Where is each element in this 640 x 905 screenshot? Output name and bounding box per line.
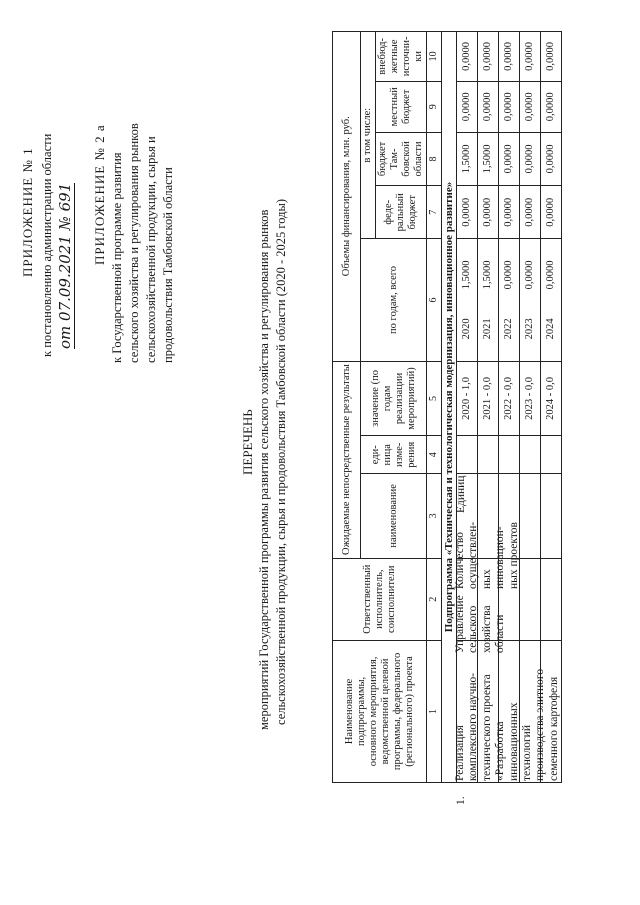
year-text: 2024 xyxy=(545,318,556,340)
resp-cell xyxy=(520,558,541,640)
regional-cell: 1,5000 xyxy=(457,132,478,185)
list-title: ПЕРЕЧЕНЬ xyxy=(240,409,255,475)
local-cell: 0,0000 xyxy=(457,81,478,132)
appendix2-line-4: продовольствия Тамбовской области xyxy=(161,167,175,363)
header-regional: бюджет Там- бовской области xyxy=(376,132,427,185)
federal-cell: 0,0000 xyxy=(478,186,499,239)
indicator-cell xyxy=(541,474,562,558)
year-text: 2021 xyxy=(482,318,493,340)
header-responsible: Ответственный исполнитель, соисполнители xyxy=(333,558,427,640)
value-cell: 2020 - 1,0 xyxy=(457,361,478,436)
header-name: Наименование подпрограммы, основного мероприятия, ведомственной целевой программы, федерального (регионального) проекта xyxy=(333,640,427,782)
header-results-value: значение (по годам реализации мероприятий) xyxy=(361,361,427,436)
appendix2-line-2: сельского хозяйства и регулирования рынков xyxy=(127,123,141,363)
list-subtitle-line-2: сельскохозяйственной продукции, сырья и продовольствия Тамбовской области (2020 - 2025 годы) xyxy=(274,198,288,725)
unit-name: Единиц xyxy=(455,475,467,513)
federal-cell: 0,0000 xyxy=(541,186,562,239)
unit-cell xyxy=(520,436,541,474)
col-number: 7 xyxy=(427,186,442,239)
offbudget-cell: 0,0000 xyxy=(457,32,478,82)
col-number: 10 xyxy=(427,32,442,82)
header-funding: Объемы финансирования, млн. руб. xyxy=(333,32,361,362)
by-years-cell xyxy=(478,239,499,361)
unit-cell xyxy=(457,436,478,474)
handwritten-date-text: от 07.09.2021 № 691 xyxy=(56,182,74,349)
resp-cell xyxy=(541,558,562,640)
total-text: 1,5000 xyxy=(482,260,493,290)
event-name: Реализация комплексного научно- технического проекта «Разработка инновационных технологий производства элитного семенного картофеля xyxy=(454,668,560,781)
regional-cell: 0,0000 xyxy=(541,132,562,185)
value-cell: 2022 - 0,0 xyxy=(499,361,520,436)
col-number: 3 xyxy=(427,474,442,558)
value-cell: 2023 - 0,0 xyxy=(520,361,541,436)
local-cell: 0,0000 xyxy=(478,81,499,132)
offbudget-cell: 0,0000 xyxy=(499,32,520,82)
appendix1-line: к постановлению администрации области xyxy=(40,133,54,357)
indicator-name: Количество осуществлен- ных инновацион- ных проектов xyxy=(454,521,520,589)
col-number: 8 xyxy=(427,132,442,185)
col-number: 5 xyxy=(427,361,442,436)
regional-cell: 0,0000 xyxy=(520,132,541,185)
unit-cell xyxy=(478,436,499,474)
unit-cell xyxy=(541,436,562,474)
by-years-cell xyxy=(457,239,478,361)
total-text: 1,5000 xyxy=(461,260,472,290)
header-results: Ожидаемые непосредственные результаты xyxy=(333,361,361,558)
col-number: 2 xyxy=(427,558,442,640)
col-number: 1 xyxy=(427,640,442,782)
column-numbers-row xyxy=(427,32,442,783)
subprogram-title: Подпрограмма «Техническая и технологическая модернизация, инновационное развитие» xyxy=(442,32,457,783)
unit-cell xyxy=(499,436,520,474)
col-number: 9 xyxy=(427,81,442,132)
header-local: местный бюджет xyxy=(376,81,427,132)
by-years-cell xyxy=(499,239,520,361)
value-cell: 2024 - 0,0 xyxy=(541,361,562,436)
list-subtitle-line-1: мероприятий Государственной программы развития сельского хозяйства и регулирования рынков xyxy=(257,209,271,730)
row-number: 1. xyxy=(455,796,467,805)
federal-cell: 0,0000 xyxy=(520,186,541,239)
value-cell: 2021 - 0,0 xyxy=(478,361,499,436)
total-text: 0,0000 xyxy=(545,260,556,290)
header-results-unit: еди- ница изме- рения xyxy=(361,436,427,474)
appendix1-title: ПРИЛОЖЕНИЕ № 1 xyxy=(20,147,35,277)
appendix2-line-3: сельскохозяйственной продукции, сырья и xyxy=(144,136,158,363)
header-results-name: наименование xyxy=(361,474,427,558)
year-text: 2022 xyxy=(503,318,514,340)
total-text: 0,0000 xyxy=(503,260,514,290)
header-offbudget: внебюд- жетные источни- ки xyxy=(376,32,427,82)
appendix2-line-1: к Государственной программе развития xyxy=(110,152,124,363)
responsible-name: Управление сельского хозяйства области xyxy=(454,595,507,653)
col-number: 6 xyxy=(427,239,442,361)
federal-cell: 0,0000 xyxy=(457,186,478,239)
offbudget-cell: 0,0000 xyxy=(478,32,499,82)
year-text: 2023 xyxy=(524,318,535,340)
by-years-cell xyxy=(541,239,562,361)
offbudget-cell: 0,0000 xyxy=(541,32,562,82)
header-by-years: по годам, всего xyxy=(361,239,427,361)
local-cell: 0,0000 xyxy=(520,81,541,132)
appendix2-title: ПРИЛОЖЕНИЕ № 2 а xyxy=(92,124,107,265)
year-text: 2020 xyxy=(461,318,472,340)
local-cell: 0,0000 xyxy=(541,81,562,132)
header-including: в том числе: xyxy=(361,32,376,239)
header-federal: феде- ральный бюджет xyxy=(376,186,427,239)
by-years-cell xyxy=(520,239,541,361)
offbudget-cell: 0,0000 xyxy=(520,32,541,82)
regional-cell: 0,0000 xyxy=(499,132,520,185)
col-number: 4 xyxy=(427,436,442,474)
appendix1-handwritten-date xyxy=(56,183,75,349)
federal-cell: 0,0000 xyxy=(499,186,520,239)
total-text: 0,0000 xyxy=(524,260,535,290)
local-cell: 0,0000 xyxy=(499,81,520,132)
regional-cell: 1,5000 xyxy=(478,132,499,185)
indicator-cell xyxy=(520,474,541,558)
